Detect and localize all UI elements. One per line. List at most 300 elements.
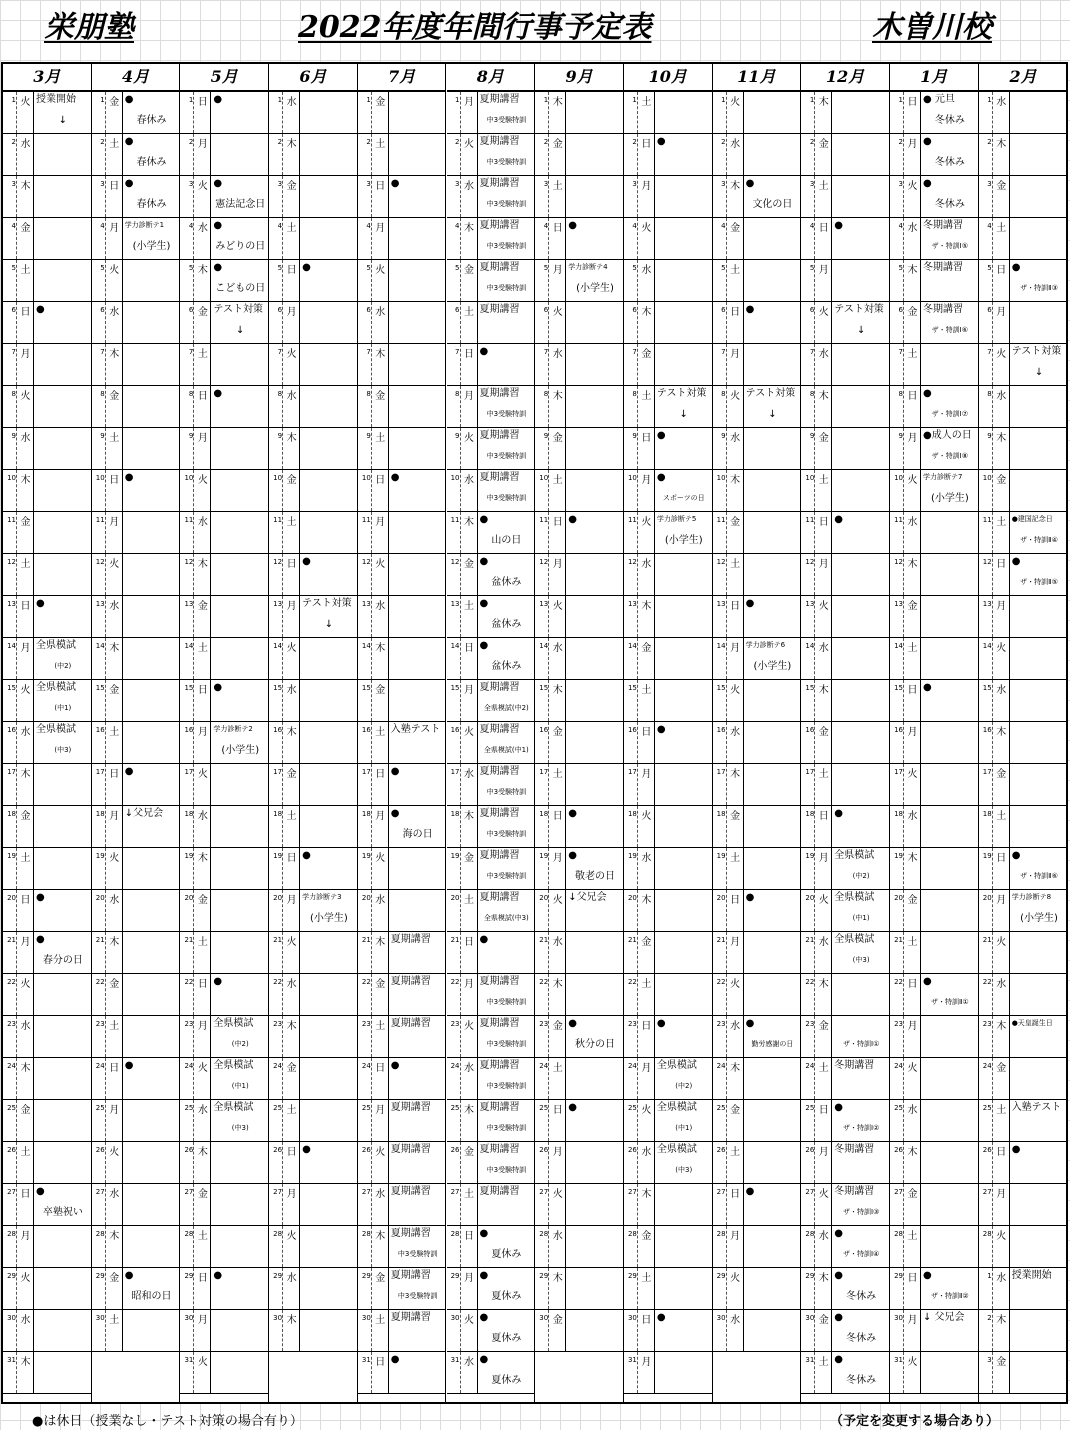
weekday: 日 (284, 260, 300, 301)
event-text: ● (36, 1186, 45, 1197)
weekday: 月 (195, 722, 211, 763)
day-cell (979, 1100, 1068, 1142)
day-number: 9 (3, 428, 17, 469)
weekday: 日 (550, 218, 566, 259)
day-number: 1 (979, 1268, 993, 1309)
weekday: 水 (373, 890, 389, 931)
event-text: 学力診断テ6 (745, 641, 786, 649)
day-cell (180, 1352, 268, 1394)
weekday: 月 (195, 1016, 211, 1057)
weekday: 木 (462, 806, 478, 847)
weekday: 金 (994, 470, 1010, 511)
day-cell (269, 512, 357, 554)
month-column (535, 64, 624, 1402)
weekday: 火 (639, 806, 655, 847)
weekday: 土 (550, 764, 566, 805)
day-cell (3, 1226, 91, 1268)
event-subtext: 秋分の日 (575, 1039, 616, 1050)
weekday: 火 (18, 386, 34, 427)
weekday: 金 (373, 680, 389, 721)
day-cell (535, 344, 623, 386)
day-number: 17 (535, 764, 549, 805)
day-number: 24 (890, 1058, 904, 1099)
day-cell (890, 1184, 978, 1226)
day-number: 23 (92, 1016, 106, 1057)
weekday: 日 (18, 596, 34, 637)
month-header: 12月 (801, 64, 889, 92)
day-cell (624, 1058, 712, 1100)
day-cell (3, 680, 91, 722)
day-number: 5 (447, 260, 461, 301)
weekday: 木 (18, 764, 34, 805)
weekday: 土 (639, 92, 655, 133)
day-cell (3, 470, 91, 512)
day-number: 4 (358, 218, 372, 259)
weekday: 日 (284, 848, 300, 889)
weekday: 木 (462, 512, 478, 553)
event-subtext: 冬休み (846, 1291, 877, 1302)
day-cell (535, 470, 623, 512)
weekday: 火 (994, 638, 1010, 679)
day-cell (624, 428, 712, 470)
weekday: 金 (284, 1058, 300, 1099)
month-header: 3月 (3, 64, 91, 92)
event-text: ● (1011, 1144, 1021, 1155)
day-number: 17 (180, 764, 194, 805)
weekday: 月 (284, 1184, 300, 1225)
event-text: テスト対策 (656, 388, 707, 399)
weekday: 火 (18, 1268, 34, 1309)
event-subtext: (中1) (231, 1082, 249, 1090)
weekday: 土 (18, 848, 34, 889)
weekday: 火 (195, 470, 211, 511)
weekday: 木 (994, 1016, 1010, 1057)
day-number: 16 (535, 722, 549, 763)
event-text: ● (36, 598, 45, 609)
weekday: 日 (816, 218, 832, 259)
day-number: 3 (358, 176, 372, 217)
day-number: 8 (890, 386, 904, 427)
day-cell (979, 134, 1068, 176)
day-cell (890, 932, 978, 974)
day-number: 17 (269, 764, 283, 805)
weekday: 日 (905, 1268, 921, 1309)
event-text: 入塾テスト (390, 724, 441, 735)
day-cell (3, 260, 91, 302)
day-number: 13 (447, 596, 461, 637)
day-cell (180, 596, 268, 638)
day-cell (890, 848, 978, 890)
event-subtext: 中3受験特訓 (486, 1166, 527, 1174)
day-cell (535, 1184, 623, 1226)
day-cell (979, 470, 1068, 512)
day-number: 5 (3, 260, 17, 301)
day-cell (801, 722, 889, 764)
day-number: 30 (624, 1310, 638, 1351)
day-number: 8 (358, 386, 372, 427)
event-text: 夏期講習 (479, 136, 520, 147)
day-number: 23 (358, 1016, 372, 1057)
weekday: 月 (373, 806, 389, 847)
day-number: 1 (92, 92, 106, 133)
weekday: 金 (284, 764, 300, 805)
day-cell (180, 638, 268, 680)
event-subtext: 中3受験特訓 (486, 1082, 527, 1090)
day-number: 28 (3, 1226, 17, 1267)
day-cell (713, 1268, 801, 1310)
weekday: 木 (195, 1142, 211, 1183)
day-cell (624, 1016, 712, 1058)
event-subtext: (中2) (675, 1082, 693, 1090)
event-text: 授業開始 (36, 94, 76, 105)
day-number: 1 (979, 92, 993, 133)
day-cell (3, 932, 91, 974)
day-number: 4 (535, 218, 549, 259)
day-number: 25 (447, 1100, 461, 1141)
event-subtext: 中3受験特訓 (486, 494, 527, 502)
day-number: 18 (447, 806, 461, 847)
day-cell (447, 554, 535, 596)
day-cell (535, 428, 623, 470)
day-number: 26 (447, 1142, 461, 1183)
weekday: 木 (284, 428, 300, 469)
weekday: 火 (462, 1016, 478, 1057)
day-cell (624, 1268, 712, 1310)
weekday: 火 (905, 1352, 921, 1393)
day-cell (269, 176, 357, 218)
weekday: 木 (728, 1058, 744, 1099)
weekday: 金 (639, 638, 655, 679)
weekday: 土 (728, 1142, 744, 1183)
day-number: 8 (801, 386, 815, 427)
event-text: 夏期講習 (479, 976, 520, 987)
day-cell (801, 134, 889, 176)
page-title: 2022年度年間行事予定表 (298, 10, 652, 45)
weekday: 火 (550, 302, 566, 343)
day-cell (801, 218, 889, 260)
day-number: 25 (801, 1100, 815, 1141)
day-number: 5 (624, 260, 638, 301)
day-cell (447, 932, 535, 974)
weekday: 金 (462, 848, 478, 889)
weekday: 月 (550, 554, 566, 595)
event-text: ● (479, 598, 489, 609)
day-cell (180, 428, 268, 470)
weekday: 金 (816, 1016, 832, 1057)
day-number: 7 (358, 344, 372, 385)
day-cell (801, 1226, 889, 1268)
weekday: 月 (639, 1352, 655, 1393)
event-text: ● (213, 388, 223, 399)
weekday: 金 (550, 134, 566, 175)
weekday: 火 (728, 386, 744, 427)
day-cell (269, 1184, 357, 1226)
weekday: 土 (284, 1100, 300, 1141)
day-number: 17 (358, 764, 372, 805)
weekday: 水 (107, 890, 123, 931)
event-text: ● (124, 1270, 134, 1281)
day-cell (447, 512, 535, 554)
day-cell (269, 596, 357, 638)
day-number: 28 (180, 1226, 194, 1267)
day-number: 30 (890, 1310, 904, 1351)
weekday: 水 (639, 554, 655, 595)
day-number: 19 (890, 848, 904, 889)
weekday: 水 (728, 1310, 744, 1351)
day-cell (801, 932, 889, 974)
weekday: 月 (373, 218, 389, 259)
weekday: 土 (639, 386, 655, 427)
event-text: ● (656, 472, 666, 483)
event-text: 夏期講習 (479, 766, 520, 777)
day-cell (801, 1100, 889, 1142)
month-column (447, 64, 536, 1402)
day-cell (447, 176, 535, 218)
day-number: 29 (624, 1268, 638, 1309)
day-number: 6 (269, 302, 283, 343)
weekday: 土 (905, 344, 921, 385)
day-number: 28 (624, 1226, 638, 1267)
event-text: 学力診断テ5 (656, 515, 697, 523)
event-text: ● (568, 1018, 577, 1029)
day-cell (447, 386, 535, 428)
day-cell (979, 1310, 1068, 1352)
event-text: ●成人の日 (923, 430, 972, 441)
day-cell (3, 218, 91, 260)
weekday: 月 (462, 974, 478, 1015)
day-number: 20 (713, 890, 727, 931)
event-text: ● (745, 178, 755, 189)
weekday: 火 (550, 890, 566, 931)
day-cell (713, 1058, 801, 1100)
day-cell (358, 890, 446, 932)
event-text: ● (124, 1060, 134, 1071)
event-text: 夏期講習 (479, 892, 520, 903)
weekday: 日 (816, 806, 832, 847)
day-number: 2 (3, 134, 17, 175)
event-text: 冬期講習 (834, 1186, 875, 1197)
day-cell (180, 806, 268, 848)
event-text: ● (479, 346, 489, 357)
day-number: 10 (180, 470, 194, 511)
day-cell (624, 260, 712, 302)
day-cell (92, 932, 180, 974)
day-number: 22 (92, 974, 106, 1015)
day-cell (92, 1268, 180, 1310)
day-number: 20 (358, 890, 372, 931)
weekday: 土 (462, 890, 478, 931)
event-text: ● (302, 1144, 311, 1155)
weekday: 火 (107, 554, 123, 595)
weekday: 土 (373, 1310, 389, 1351)
day-cell (358, 302, 446, 344)
day-cell (713, 134, 801, 176)
day-number: 19 (979, 848, 993, 889)
day-number: 21 (3, 932, 17, 973)
day-number: 30 (92, 1310, 106, 1351)
day-cell (713, 344, 801, 386)
weekday: 日 (195, 92, 211, 133)
day-cell (180, 1016, 268, 1058)
day-number: 20 (535, 890, 549, 931)
day-cell (890, 764, 978, 806)
weekday: 水 (462, 1352, 478, 1393)
event-subtext: (小学生) (930, 493, 969, 504)
day-cell (624, 764, 712, 806)
day-cell (801, 764, 889, 806)
event-text: ● (479, 1270, 489, 1281)
weekday: 月 (728, 638, 744, 679)
event-text: ● (834, 808, 844, 819)
day-cell (3, 974, 91, 1016)
day-cell (269, 554, 357, 596)
event-text: 夏期講習 (390, 1018, 431, 1029)
event-text: 夏期講習 (390, 1144, 431, 1155)
weekday: 金 (728, 218, 744, 259)
day-cell (358, 1352, 446, 1394)
day-number: 26 (979, 1142, 993, 1183)
day-number: 8 (269, 386, 283, 427)
weekday: 水 (195, 806, 211, 847)
day-cell (535, 218, 623, 260)
event-text: ● (568, 220, 577, 231)
day-number: 10 (713, 470, 727, 511)
weekday: 金 (905, 596, 921, 637)
day-number: 11 (535, 512, 549, 553)
weekday: 日 (18, 890, 34, 931)
day-cell (624, 722, 712, 764)
day-number: 4 (713, 218, 727, 259)
event-text: 学力診断テ3 (302, 893, 342, 901)
weekday: 日 (728, 302, 744, 343)
event-subtext: 盆休み (491, 661, 522, 672)
weekday: 土 (107, 722, 123, 763)
event-text: テスト対策 (834, 304, 884, 315)
day-cell (801, 386, 889, 428)
weekday: 月 (373, 512, 389, 553)
day-number: 3 (3, 176, 17, 217)
day-number: 26 (92, 1142, 106, 1183)
weekday: 月 (18, 344, 34, 385)
month-header: 11月 (713, 64, 801, 92)
event-subtext: ザ・特訓Ⅰ⑥ (931, 326, 969, 334)
weekday: 日 (994, 848, 1010, 889)
day-number: 18 (358, 806, 372, 847)
weekday: 水 (905, 806, 921, 847)
month-column (180, 64, 269, 1402)
weekday: 月 (550, 848, 566, 889)
weekday: 月 (728, 344, 744, 385)
event-text: ● (213, 220, 223, 231)
day-number: 17 (713, 764, 727, 805)
event-text: ●天皇誕生日 (1011, 1019, 1053, 1027)
event-subtext: ザ・特訓Ⅱ③ (1020, 284, 1058, 292)
day-number: 10 (535, 470, 549, 511)
day-cell (447, 722, 535, 764)
weekday: 木 (905, 260, 921, 301)
day-number: 23 (447, 1016, 461, 1057)
day-number: 16 (979, 722, 993, 763)
weekday: 日 (639, 1016, 655, 1057)
day-cell (979, 260, 1068, 302)
day-number: 10 (447, 470, 461, 511)
weekday: 金 (107, 1268, 123, 1309)
day-number: 13 (624, 596, 638, 637)
weekday: 日 (373, 470, 389, 511)
annual-calendar (1, 62, 1068, 1404)
day-cell (713, 386, 801, 428)
event-text: ● (1011, 850, 1021, 861)
weekday: 日 (462, 1226, 478, 1267)
weekday: 日 (816, 1100, 832, 1141)
day-number: 19 (180, 848, 194, 889)
day-cell (979, 512, 1068, 554)
day-cell (535, 1268, 623, 1310)
day-number: 30 (801, 1310, 815, 1351)
event-subtext: 夏休み (491, 1333, 522, 1344)
weekday: 金 (18, 806, 34, 847)
weekday: 土 (816, 176, 832, 217)
day-number: 21 (535, 932, 549, 973)
day-number: 27 (624, 1184, 638, 1225)
weekday: 金 (994, 176, 1010, 217)
day-cell (92, 974, 180, 1016)
day-cell (447, 1226, 535, 1268)
day-cell (269, 848, 357, 890)
day-number: 14 (92, 638, 106, 679)
day-cell (180, 302, 268, 344)
day-number: 16 (92, 722, 106, 763)
day-cell (890, 428, 978, 470)
event-text: テスト対策 (213, 304, 263, 315)
day-cell (447, 680, 535, 722)
event-text: 夏期講習 (479, 682, 520, 693)
weekday: 月 (905, 722, 921, 763)
day-cell (447, 1142, 535, 1184)
day-number: 11 (713, 512, 727, 553)
day-number: 9 (269, 428, 283, 469)
weekday: 金 (639, 344, 655, 385)
day-cell (535, 1142, 623, 1184)
day-number: 15 (180, 680, 194, 721)
day-number: 25 (269, 1100, 283, 1141)
weekday: 金 (195, 890, 211, 931)
day-cell (180, 344, 268, 386)
day-cell (801, 1184, 889, 1226)
day-number: 7 (535, 344, 549, 385)
event-text: 夏期講習 (479, 1186, 520, 1197)
day-number: 7 (3, 344, 17, 385)
weekday: 水 (550, 344, 566, 385)
day-cell (801, 638, 889, 680)
weekday: 土 (195, 1226, 211, 1267)
day-number: 15 (890, 680, 904, 721)
weekday: 金 (994, 1352, 1010, 1393)
day-cell (358, 92, 446, 134)
event-text: ● (568, 1102, 577, 1113)
weekday: 木 (107, 344, 123, 385)
day-number: 8 (535, 386, 549, 427)
day-number: 11 (358, 512, 372, 553)
weekday: 木 (994, 1310, 1010, 1351)
day-cell (3, 1310, 91, 1352)
month-column (890, 64, 979, 1402)
day-cell (979, 302, 1068, 344)
event-subtext: (中3) (54, 746, 72, 754)
day-number: 23 (979, 1016, 993, 1057)
day-number: 14 (801, 638, 815, 679)
event-subtext: (中2) (54, 662, 72, 670)
